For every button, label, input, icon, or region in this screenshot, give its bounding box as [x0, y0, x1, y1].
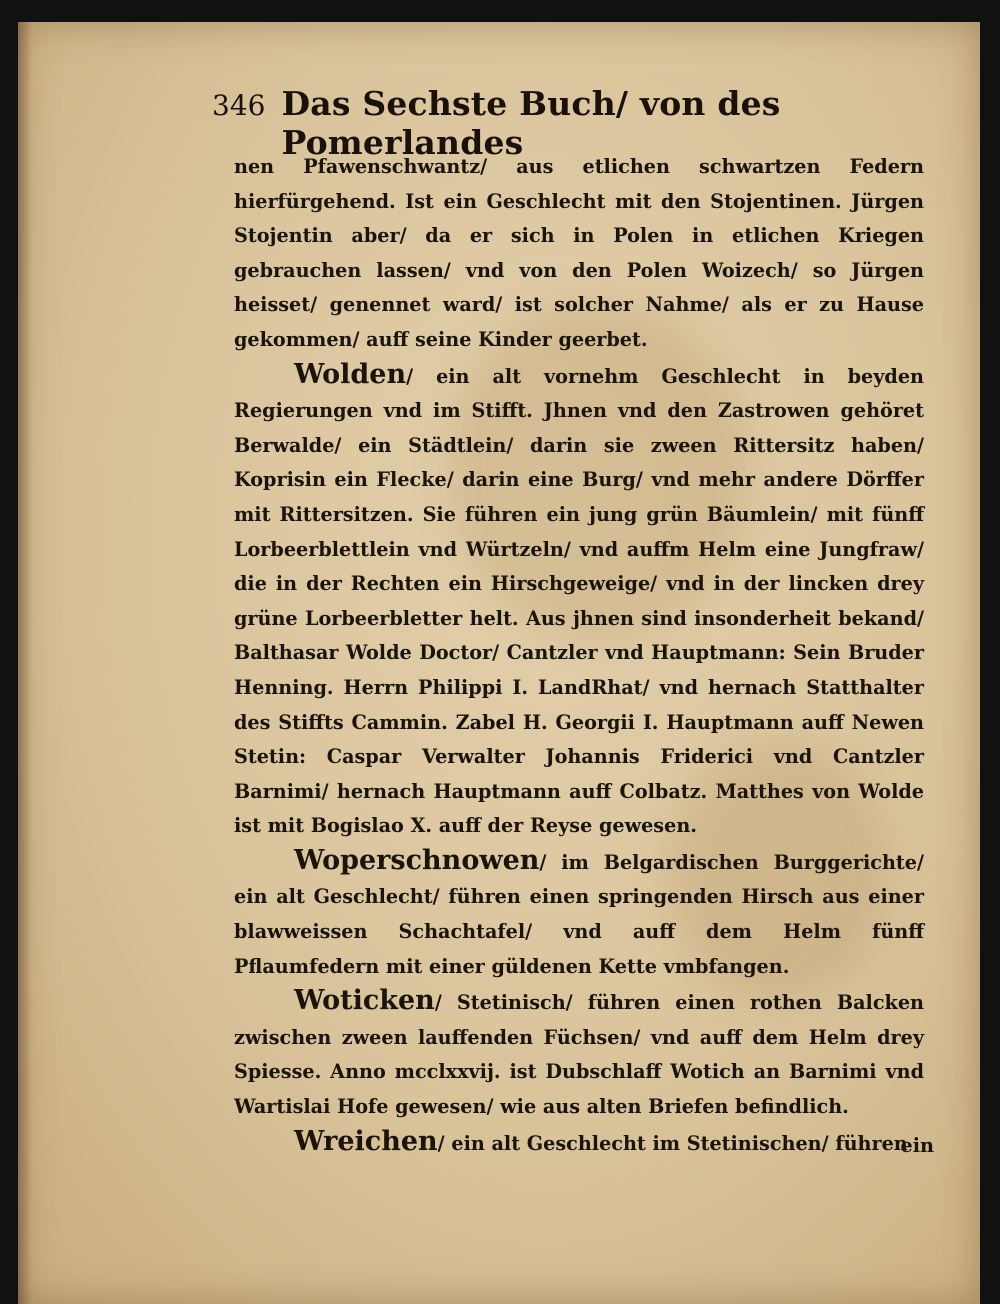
separator: /	[434, 991, 457, 1015]
entry-woticken	[234, 984, 924, 1124]
entry-name-woticken: Woticken	[294, 985, 435, 1017]
separator: /	[406, 364, 437, 388]
entry-text-woticken: Stetinisch/ führen einen rothen Balcken zwischen zween lauffenden Füchsen/ vnd auff dem Helm drey Spiesse. Anno mcclxxvij. ist Dubschlaff Wotich an Barnimi vnd Wartislai Hofe gewesen/ wie aus alten Briefen befindlich.	[234, 991, 924, 1119]
paragraph-text: nen Pfawenschwantz/ aus etlichen schwartzen Federn hierfürgehend. Ist ein Geschlecht mit den Stojentinen. Jürgen Stojentin aber/ da er sich in Polen in etlichen Kriegen gebrauchen lassen/ vnd von den Polen Woizech/ so Jürgen heisset/ genennet ward/ ist solcher Nahme/ als er zu Hause gekommen/ auff seine Kinder geerbet.	[234, 155, 924, 351]
paragraph-continuation	[234, 150, 924, 358]
entry-text-wolden: ein alt vornehm Geschlecht in beyden Regierungen vnd im Stifft. Jhnen vnd den Zastrowen gehöret Berwalde/ ein Städtlein/ darin sie zween Rittersitz haben/ Koprisin ein Flecke/ darin eine Burg/ vnd mehr andere Dörffer mit Rittersitzen. Sie führen ein jung grün Bäumlein/ mit fünff Lorbeerblettlein vnd Würtzeln/ vnd auffm Helm eine Jungfraw/ die in der Rechten ein Hirschgeweige/ vnd in der lincken drey grüne Lorbeerbletter helt. Aus jhnen sind insonderheit bekand/ Balthasar Wolde Doctor/ Cantzler vnd Hauptmann: Sein Bruder Henning. Herrn Philippi I. LandRhat/ vnd hernach Statthalter des Stiffts Cammin. Zabel H. Georgii I. Hauptmann auff Newen Stetin: Caspar Verwalter Johannis Friderici vnd Cantzler Barnimi/ hernach Hauptmann auff Colbatz. Matthes von Wolde ist mit Bogislao X. auff der Reyse gewesen.	[234, 364, 924, 838]
separator: /	[539, 850, 562, 874]
entry-wolden	[234, 358, 924, 844]
catchword: ein	[900, 1134, 934, 1157]
entry-name-wolden: Wolden	[294, 358, 407, 390]
separator: /	[437, 1131, 452, 1155]
entry-woperschnowen	[234, 844, 924, 984]
entry-text-woperschnowen: im Belgardischen Burggerichte/ ein alt Geschlecht/ führen einen springenden Hirsch aus einer blawweissen Schachtafel/ vnd auff dem Helm fünff Pflaumfedern mit einer güldenen Kette vmbfangen.	[234, 850, 924, 978]
running-title: Das Sechste Buch/ von des Pomerlandes	[281, 84, 781, 162]
page-number: 346	[212, 89, 266, 122]
entry-wreichen	[234, 1125, 924, 1162]
entry-text-wreichen: ein alt Geschlecht im Stetinischen/ führen	[451, 1131, 908, 1155]
entry-name-woperschnowen: Woperschnowen	[294, 844, 540, 876]
entry-name-wreichen: Wreichen	[294, 1125, 438, 1157]
text-block	[234, 150, 924, 1161]
